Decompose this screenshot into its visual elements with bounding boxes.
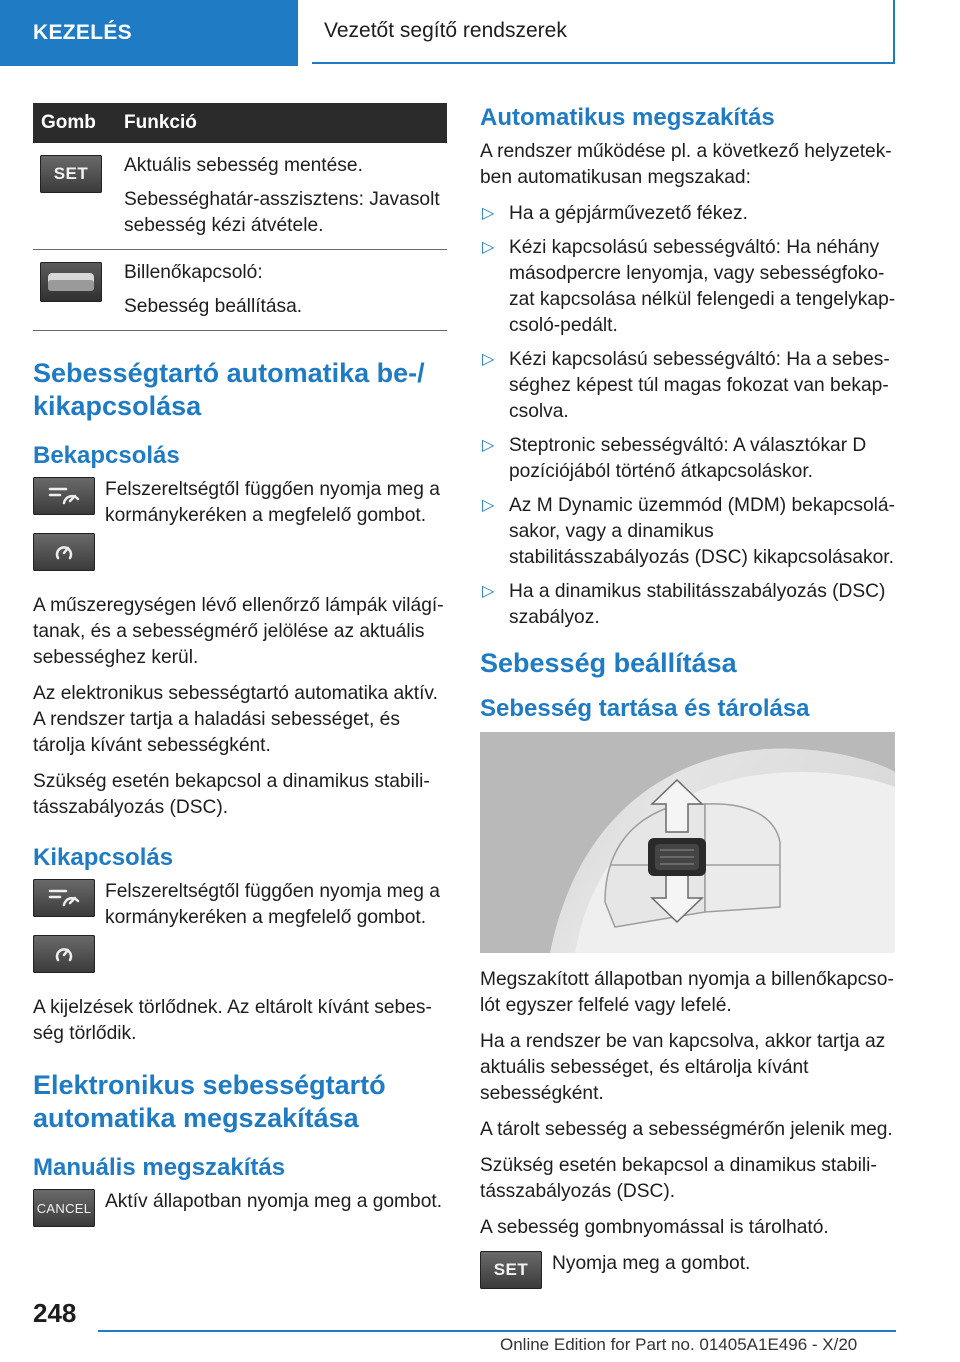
page-number: 248 xyxy=(33,1298,77,1328)
triangle-bullet-icon: ▷ xyxy=(482,437,495,454)
function-text: Aktuális sebesség mentése. xyxy=(124,155,363,176)
heading-auto-interrupt: Automatikus megszakítás xyxy=(480,104,775,131)
set-button-icon: SET xyxy=(40,155,102,193)
button-function-table xyxy=(33,103,447,331)
triangle-bullet-icon: ▷ xyxy=(482,351,495,368)
manual-interrupt-text: Aktív állapotban nyomja meg a gombot. xyxy=(105,1191,443,1212)
heading-hold-store: Sebesség tartása és tárolása xyxy=(480,695,810,722)
table-header-function: Funkció xyxy=(124,103,447,143)
paragraph: Az elektronikus sebességtartó automatika aktív. A rendszer tartja a haladási sebességet, és tárolja kívánt sebességként. xyxy=(33,683,438,756)
heading-interrupt: Elektronikus sebességtartó automatika megszakítása xyxy=(33,1070,386,1133)
steering-wheel-rocker-photo xyxy=(480,732,895,953)
switch-off-text: Felszereltségtől függően nyomja meg a kormánykeréken a megfelelő gombot. xyxy=(105,881,440,928)
table-row xyxy=(33,250,447,331)
cruise-control-icon xyxy=(33,477,95,515)
paragraph: A sebesség gombnyomással is tárolható. xyxy=(480,1217,829,1238)
list-item: ▷ Kézi kapcsolású sebességváltó: Ha a sebességhez képest túl magas fokozat van bekapcsolva. xyxy=(482,349,890,422)
paragraph: Szükség esetén bekapcsol a dinamikus stabilitásszabályozás (DSC). xyxy=(480,1155,877,1202)
footer-divider xyxy=(98,1330,896,1332)
paragraph: A műszeregységen lévő ellenőrző lámpák világítanak, és a sebességmérő jelölése az aktuális sebességhez kerül. xyxy=(33,595,444,668)
cruise-control-speed-icon xyxy=(33,533,95,571)
set-button-icon: SET xyxy=(480,1251,542,1289)
paragraph: Megszakított állapotban nyomja a billenőkapcsolót egyszer felfelé vagy lefelé. xyxy=(480,969,894,1016)
heading-switch-on: Bekapcsolás xyxy=(33,442,180,469)
paragraph: A tárolt sebesség a sebességmérőn jelenik meg. xyxy=(480,1119,893,1140)
heading-switch-off: Kikapcsolás xyxy=(33,844,174,871)
cruise-control-speed-icon xyxy=(33,935,95,973)
list-item: ▷ Ha a dinamikus stabilitásszabályozás (DSC) szabályoz. xyxy=(482,581,886,628)
cruise-control-icon xyxy=(33,879,95,917)
list-item: ▷ Az M Dynamic üzemmód (MDM) bekapcsolásakor, vagy a dinamikus stabilitásszabályozás (DSC) kikapcsolásakor. xyxy=(482,495,895,568)
paragraph: A rendszer működése pl. a következő helyzetekben automatikusan megszakad: xyxy=(480,141,892,188)
heading-on-off: Sebességtartó automatika be-/ kikapcsolása xyxy=(33,358,425,421)
triangle-bullet-icon: ▷ xyxy=(482,497,495,514)
set-button-text: Nyomja meg a gombot. xyxy=(552,1253,751,1274)
function-text: Sebesség beállítása. xyxy=(124,296,303,317)
function-text: Billenőkapcsoló: xyxy=(124,262,263,283)
page-header xyxy=(0,0,960,66)
section-tab: KEZELÉS xyxy=(0,0,298,66)
chapter-title: Vezetőt segítő rendszerek xyxy=(312,0,895,64)
heading-set-speed: Sebesség beállítása xyxy=(480,648,737,678)
heading-manual-interrupt: Manuális megszakítás xyxy=(33,1154,286,1181)
left-column xyxy=(33,103,447,1249)
edition-text: Online Edition for Part no. 01405A1E496 - X/20 xyxy=(500,1335,858,1354)
rocker-switch-icon xyxy=(40,262,102,302)
triangle-bullet-icon: ▷ xyxy=(482,239,495,256)
paragraph: Ha a rendszer be van kapcsolva, akkor tartja az aktuális sebességet, és eltárolja kívánt sebességként. xyxy=(480,1031,886,1104)
paragraph: Szükség esetén bekapcsol a dinamikus stabilitásszabályozás (DSC). xyxy=(33,771,430,818)
paragraph: A kijelzések törlődnek. Az eltárolt kívánt sebesség törlődik. xyxy=(33,997,432,1044)
function-text: Sebességhatár-asszisztens: Javasolt sebesség kézi átvétele. xyxy=(124,189,440,236)
triangle-bullet-icon: ▷ xyxy=(482,583,495,600)
table-row xyxy=(33,143,447,250)
list-item: ▷ Ha a gépjárművezető fékez. xyxy=(482,203,748,224)
cancel-button-icon: CANCEL xyxy=(33,1189,95,1227)
interrupt-conditions-list xyxy=(480,201,896,631)
list-item: ▷ Kézi kapcsolású sebességváltó: Ha néhány másodpercre lenyomja, vagy sebességfokozat kapcsolása nélkül felengedi a tengelykapcsoló-pedált. xyxy=(482,237,896,336)
table-header-button: Gomb xyxy=(33,103,124,143)
switch-on-text: Felszereltségtől függően nyomja meg a kormánykeréken a megfelelő gombot. xyxy=(105,479,440,526)
list-item: ▷ Steptronic sebességváltó: A választókar D pozíciójából történő átkapcsoláskor. xyxy=(482,435,867,482)
triangle-bullet-icon: ▷ xyxy=(482,205,495,222)
right-column xyxy=(480,103,896,1311)
